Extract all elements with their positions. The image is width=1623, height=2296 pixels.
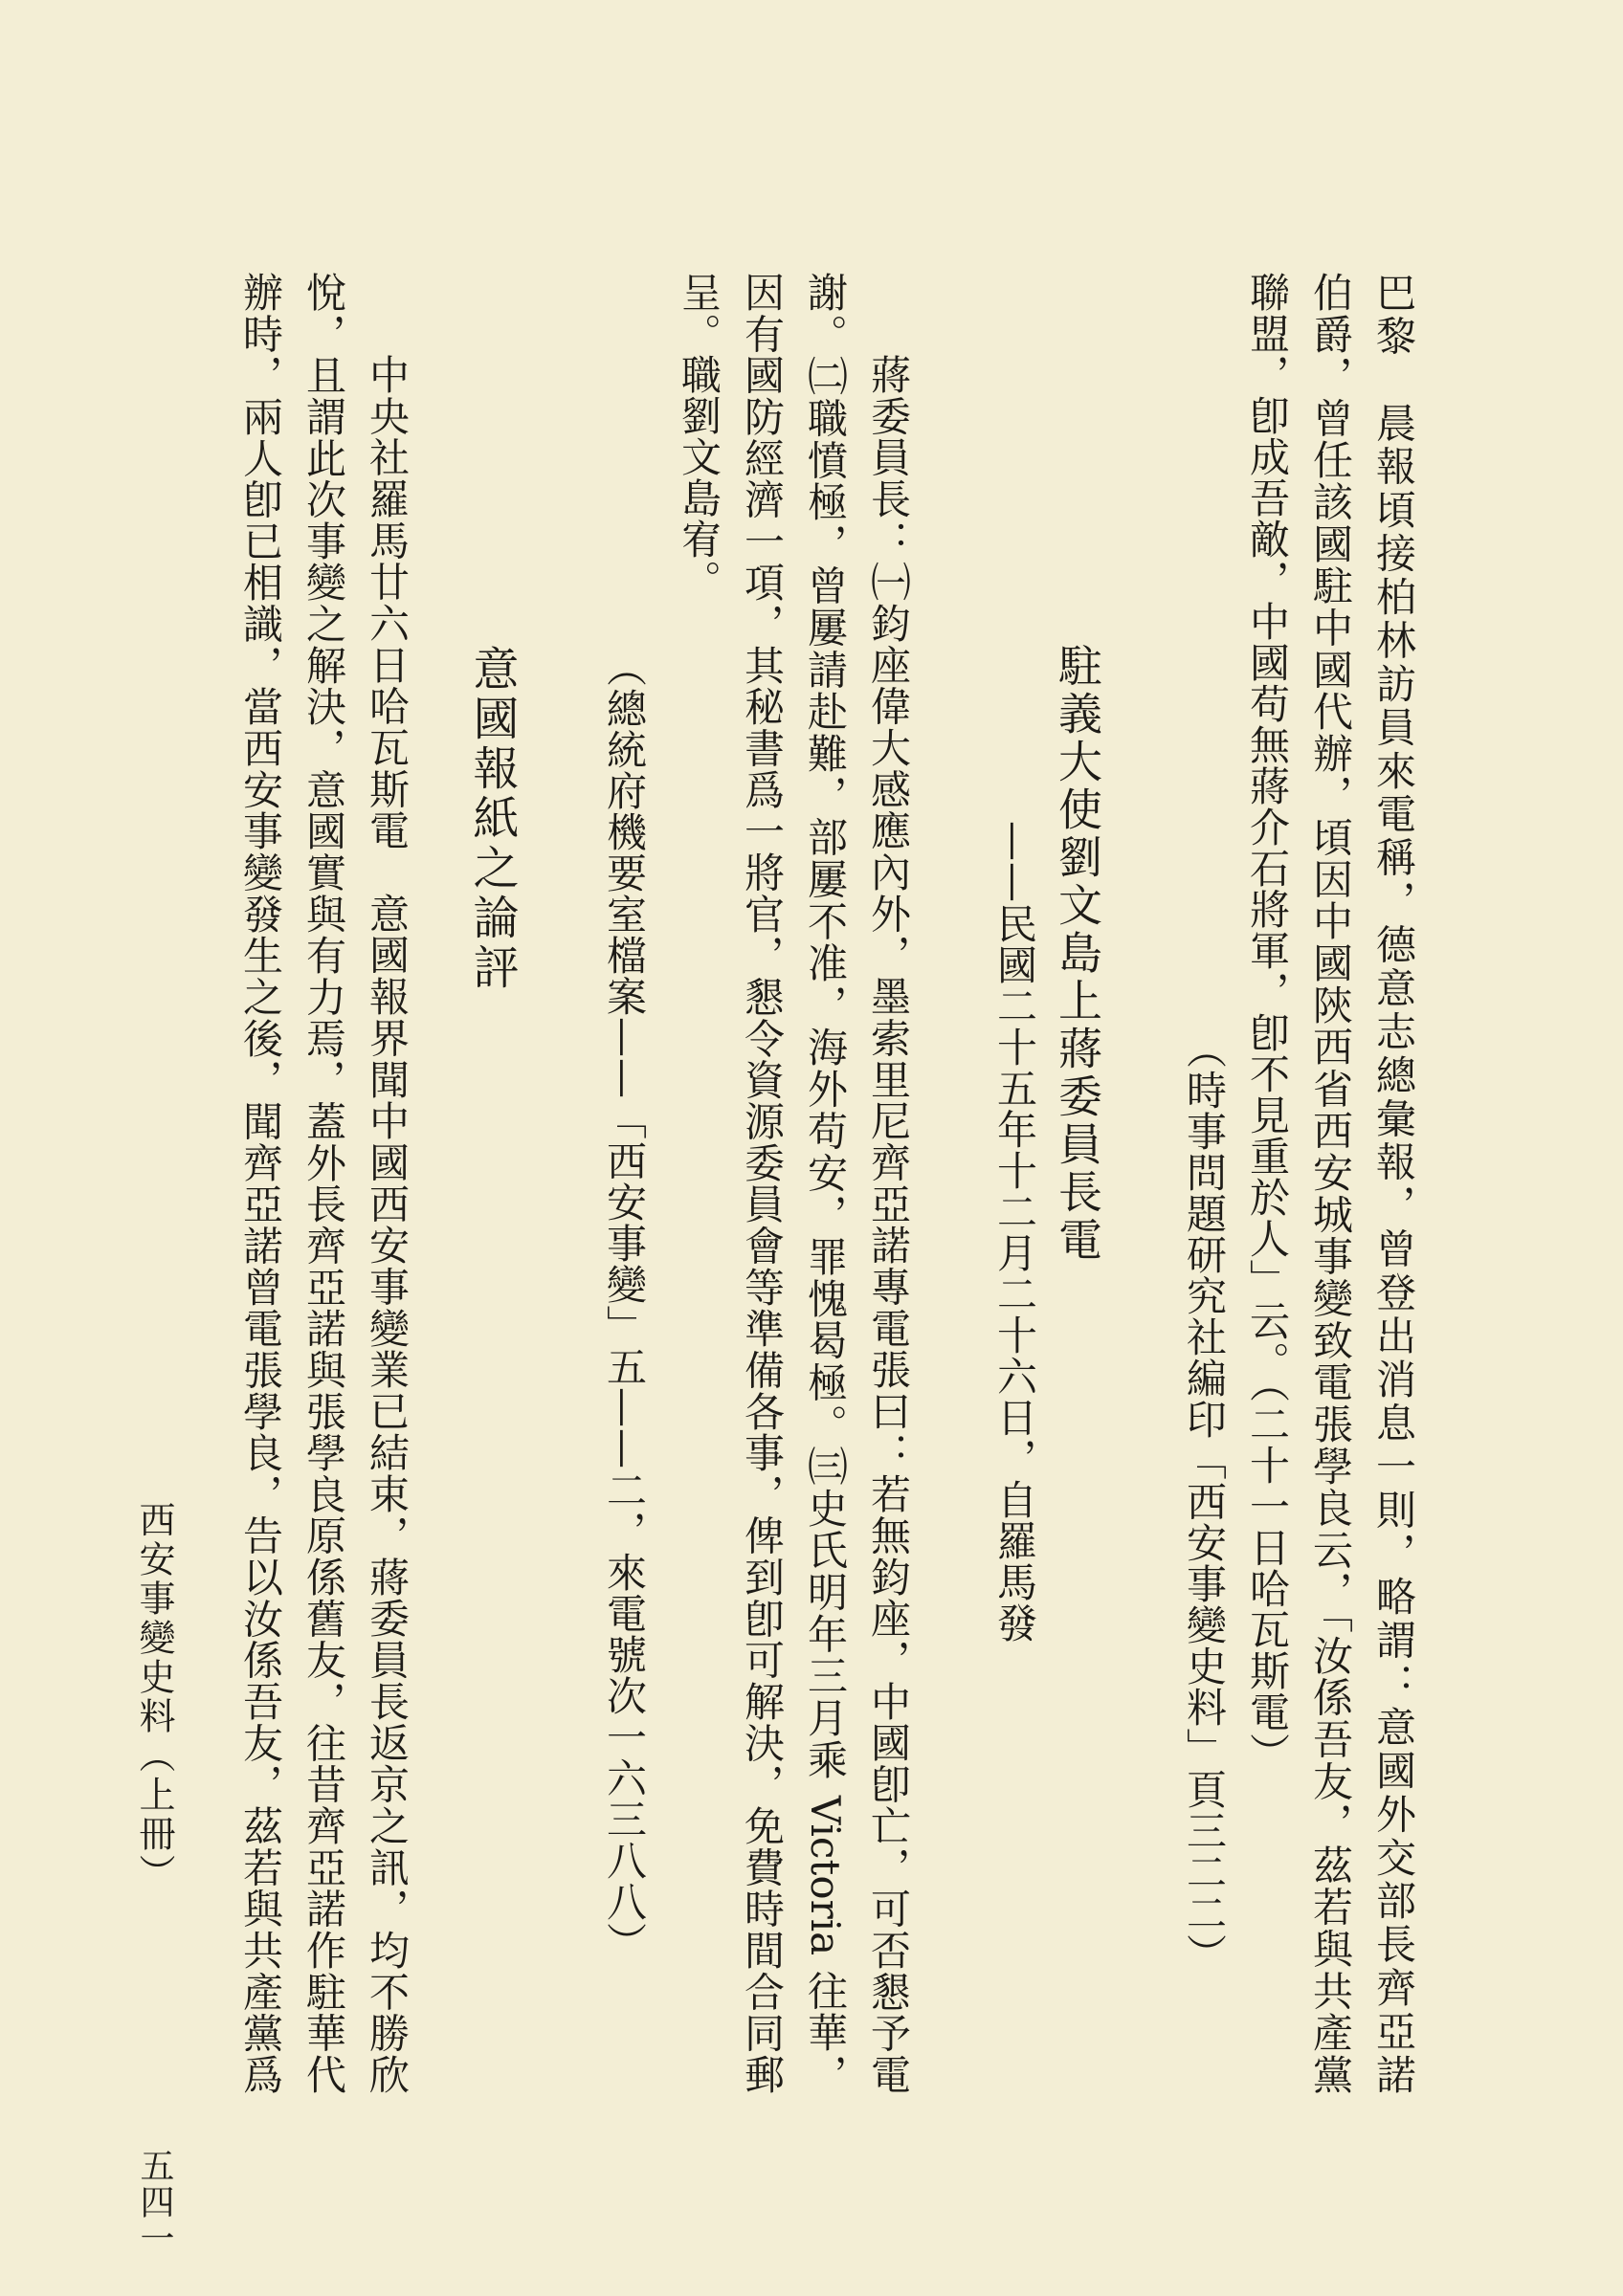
report-line: 伯爵，曾任該國駐中國代辦，頃因中國陝西省西安城事變致電張學良云，「汝係吾友，茲若與共產黨 [1307, 272, 1354, 2094]
telegram-title: 駐義大使劉文島上蔣委員長電 [1052, 643, 1103, 1265]
telegram-line: 呈。職劉文島宥。 [676, 272, 723, 601]
telegram-dateline: ——民國二十五年十二月二十六日，自羅馬發 [991, 821, 1038, 1644]
press-review-line: 悅，且謂此次事變之解決，意國實與有力焉，蓋外長齊亞諾與張學良原係舊友，往昔齊亞諾作駐華代 [300, 272, 347, 2094]
telegram-line: 因有國防經濟一項，其秘書爲一將官，懇令資源委員會等準備各事，俾到卽可解決，免費時間合同郵 [739, 272, 786, 2094]
telegram-source-citation: （總統府機要室檔案——「西安事變」五——二，來電號次一六三八八） [601, 647, 648, 1963]
report-source-citation: （時事問題研究社編印「西安事變史料」頁三二二） [1181, 1028, 1228, 1975]
report-line: 聯盟，卽成吾敵，中國苟無蔣介石將軍，卽不見重於人」云。（二十一日哈瓦斯電） [1244, 272, 1291, 1774]
page-number: 五四一 [135, 2148, 174, 2257]
telegram-line: 蔣委員長：㈠鈞座偉大感應內外，墨索里尼齊亞諾專電張曰：若無鈞座，中國卽亡，可否懇予電 [865, 354, 912, 2094]
report-line: 巴黎 晨報頃接柏林訪員來電稱，德意志總彙報，曾登出消息一則，略謂：意國外交部長齊亞諾 [1370, 272, 1417, 2094]
press-review-line: 中央社羅馬廿六日哈瓦斯電 意國報界聞中國西安事變業已結束，蔣委員長返京之訊，均不勝欣 [364, 354, 411, 2094]
press-review-line: 辦時，兩人卽已相識，當西安事變發生之後，聞齊亞諾曾電張學良，告以汝係吾友，茲若與共產黨爲 [237, 272, 284, 2094]
telegram-line: 謝。㈡職憤極，曾屢請赴難，部屢不准，海外苟安，罪愧曷極。㈢史氏明年三月乘 Victoria 往華， [802, 272, 849, 2094]
running-title: 西安事變史料（上冊） [133, 1501, 175, 1893]
section-heading: 意國報紙之論評 [465, 645, 519, 993]
